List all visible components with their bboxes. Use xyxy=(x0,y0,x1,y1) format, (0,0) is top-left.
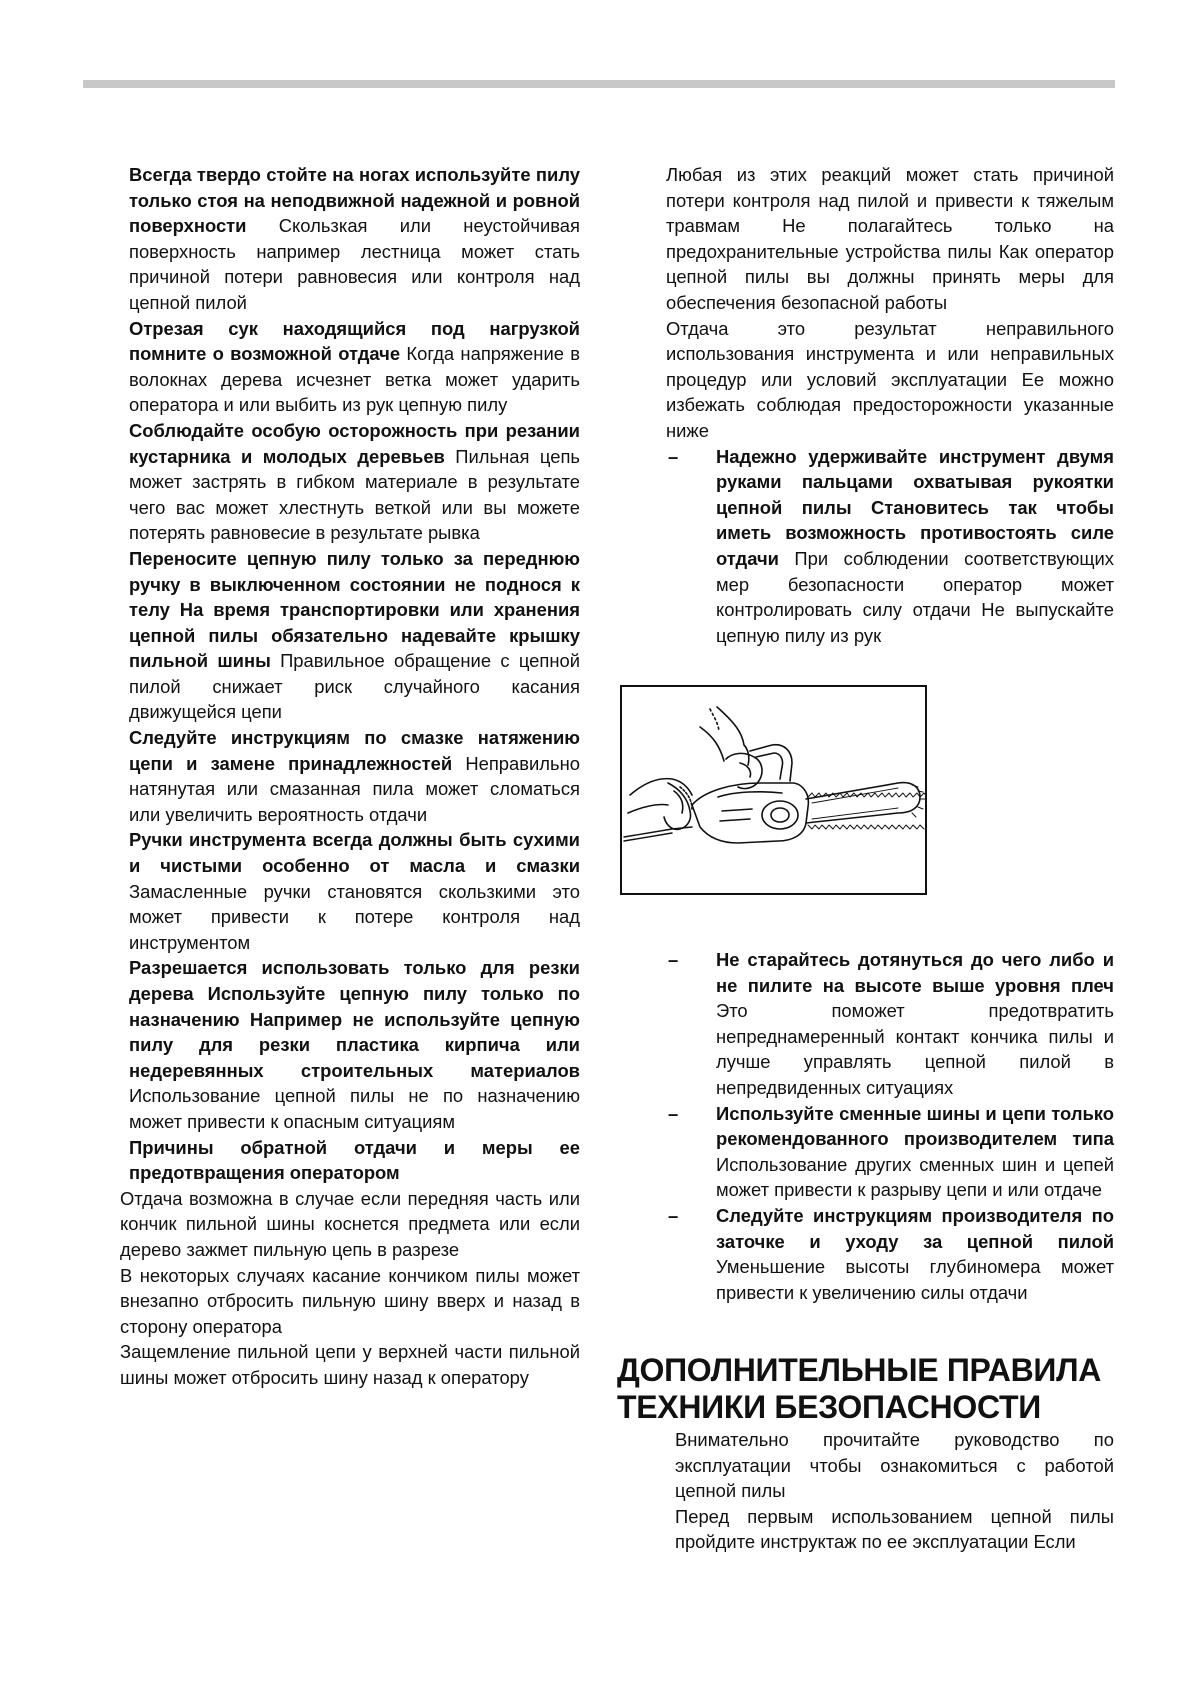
bullet-list-lower xyxy=(666,947,1114,1305)
paragraph-wood-only: Разрешается использовать только для резки дерева Используйте цепную пилу только по назначению Например не используйте цепную пилу для резки пластика кирпича или недеревянных строительных материалов Использование цепной пилы не по назначению может привести к опасным ситуациям xyxy=(129,957,580,1132)
top-rule xyxy=(83,80,1115,88)
bullet-dash: – xyxy=(668,1102,679,1124)
paragraph-dry-handles: Ручки инструмента всегда должны быть сухими и чистыми особенно от масла и смазки Замасленные ручки становятся скользкими это может привести к потере контроля над инструментом xyxy=(129,829,580,953)
right-column-final xyxy=(675,1427,1114,1555)
bullet-dash: – xyxy=(668,1204,679,1226)
bullet-two-hands: – Надежно удерживайте инструмент двумя руками пальцами охватывая рукоятки цепной пилы Становитесь так чтобы иметь возможность противостоять силе отдачи При соблюдении соответствующих мер безопасности оператор может контролировать силу отдачи Не выпускайте цепную пилу из рук xyxy=(668,445,1114,646)
section-heading-line2: ТЕХНИКИ БЕЗОПАСНОСТИ xyxy=(617,1389,1041,1425)
paragraph-brush-saplings: Соблюдайте особую осторожность при резании кустарника и молодых деревьев Пильная цепь может застрять в гибком материале в результате чего вас может хлестнуть веткой или вы можете потерять равновесие в результате рывка xyxy=(129,419,580,544)
paragraph-cutting-limb: Отрезая сук находящийся под нагрузкой помните о возможной отдаче Когда напряжение в волокнах дерева исчезнет ветка может ударить оператора и или выбить из рук цепную пилу xyxy=(129,317,580,416)
kickback-subheading: Причины обратной отдачи и меры ее предотвращения оператором xyxy=(129,1136,580,1184)
paragraph-kickback-pinch: Защемление пильной цепи у верхней части пильной шины может отбросить шину назад к оператору xyxy=(120,1341,580,1388)
paragraph-read-manual: Внимательно прочитайте руководство по эксплуатации чтобы ознакомиться с работой цепной пилы xyxy=(675,1429,1114,1502)
left-column xyxy=(120,162,580,1391)
bullet-list-upper xyxy=(666,444,1114,649)
bullet-dash: – xyxy=(668,949,679,970)
right-column-lower xyxy=(666,947,1114,1305)
bullet-no-overreach: – Не старайтесь дотянуться до чего либо и не пилите на высоте выше уровня плеч Это поможет предотвратить непреднамеренный контакт кончика пилы и лучше управлять цепной пилой в непредвиденных ситуациях xyxy=(668,949,1114,1098)
paragraph-stand-firmly: Всегда твердо стойте на ногах используйте пилу только стоя на неподвижной надежной и ровной поверхности Скользкая или неустойчивая поверхность например лестница может стать причиной потери равновесия или контроля над цепной пилой xyxy=(129,164,580,313)
paragraph-kickback-definition: Отдача возможна в случае если передняя часть или кончик пильной шины коснется предмета или если дерево зажмет пильную цепь в разрезе xyxy=(120,1187,580,1260)
chainsaw-drawing xyxy=(622,687,925,893)
paragraph-reactions: Любая из этих реакций может стать причиной потери контроля над пилой и привести к тяжелым травмам Не полагайтесь только на предохранительные устройства пилы Как оператор цепной пилы вы должны принять меры для обеспечения безопасной работы xyxy=(666,164,1114,313)
paragraph-lubrication: Следуйте инструкциям по смазке натяжению цепи и замене принадлежностей Неправильно натянутая или смазанная пила может сломаться или увеличить вероятность отдачи xyxy=(129,727,580,825)
bullet-replacement-parts: – Используйте сменные шины и цепи только рекомендованного производителем типа Использование других сменных шин и цепей может привести к разрыву цепи и или отдаче xyxy=(668,1102,1114,1201)
paragraph-kickback-tip: В некоторых случаях касание кончиком пилы может внезапно отбросить пильную шину вверх и назад в сторону оператора xyxy=(120,1264,580,1337)
chainsaw-illustration xyxy=(620,685,927,895)
right-column-upper xyxy=(666,162,1114,648)
section-heading-line1: ДОПОЛНИТЕЛЬНЫЕ ПРАВИЛА xyxy=(617,1352,1102,1388)
paragraph-first-use: Перед первым использованием цепной пилы пройдите инструктаж по ее эксплуатации Если xyxy=(675,1505,1114,1553)
bullet-dash: – xyxy=(668,445,679,467)
paragraph-carry-saw: Переносите цепную пилу только за переднюю ручку в выключенном состоянии не поднося к телу На время транспортировки или хранения цепной пилы обязательно надевайте крышку пильной шины Правильное обращение с цепной пилой снижает риск случайного касания движущейся цепи xyxy=(129,547,580,723)
section-heading-additional-safety xyxy=(617,1352,1137,1426)
paragraph-kickback-result: Отдача это результат неправильного использования инструмента и или неправильных процедур или условий эксплуатации Ее можно избежать соблюдая предосторожности указанные ниже xyxy=(666,317,1114,441)
bullet-sharpening: – Следуйте инструкциям производителя по заточке и уходу за цепной пилой Уменьшение высоты глубиномера может привести к увеличению силы отдачи xyxy=(668,1204,1114,1303)
